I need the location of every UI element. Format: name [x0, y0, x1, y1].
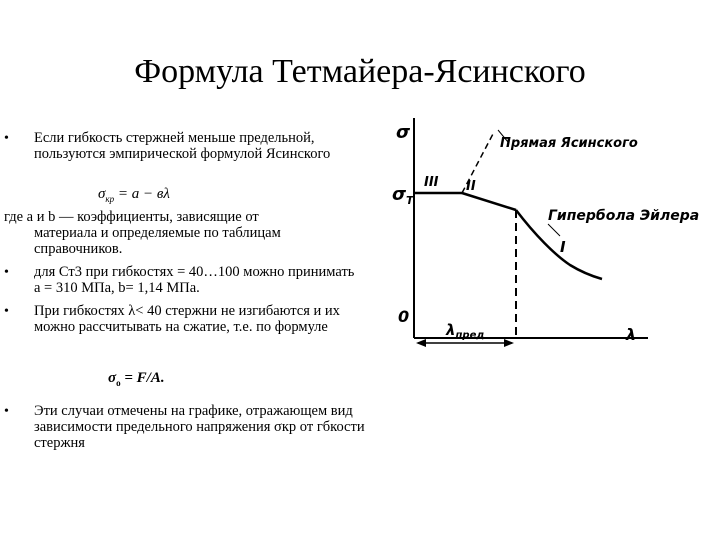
- bullet-4-marker: •: [4, 404, 9, 419]
- label-yasinsky-line: Прямая Ясинского: [500, 136, 638, 151]
- euler-leader: [548, 224, 560, 236]
- label-sigma-t: [392, 184, 415, 207]
- formula-1-lhs: σ: [98, 186, 106, 202]
- label-section-III: III: [424, 175, 439, 190]
- bullet-3-marker: •: [4, 304, 9, 319]
- section-II-line: [462, 193, 516, 210]
- label-euler-hyperbola: Гипербола Эйлера: [548, 208, 700, 224]
- slide-title: Формула Тетмайера-Ясинского: [134, 53, 586, 90]
- formula-1-rhs: = a − вλ: [114, 186, 170, 202]
- label-lambda: λ: [626, 325, 637, 344]
- bullet-3-text: При гибкостях λ< 40 стержни не изгибаются и их можно рассчитывать на сжатие, т.е. по формуле: [34, 303, 340, 335]
- coefficients-line: где a и b — коэффициенты, зависящие от: [4, 209, 259, 225]
- formula-2-lhs: σ: [108, 370, 117, 386]
- label-section-I: I: [560, 238, 566, 256]
- label-zero: 0: [398, 307, 410, 326]
- label-lambda-pred-main: λ: [446, 321, 456, 339]
- dimension-arrow-left: [416, 339, 426, 347]
- formula-2-rhs: = F/A.: [120, 370, 165, 386]
- label-lambda-pred-sub: пред: [455, 330, 485, 341]
- bullet-4-text: Эти случаи отмечены на графике, отражающем вид зависимости предельного напряжения σкр от гбкости стержня: [34, 403, 365, 451]
- bullet-2-text: для Ст3 при гибкостях = 40…100 можно принимать a = 310 МПа, b= 1,14 МПа.: [34, 264, 355, 296]
- bullet-1-marker: •: [4, 131, 9, 146]
- label-sigma-t-sub: Т: [406, 194, 414, 207]
- label-lambda-pred: [445, 321, 484, 341]
- dimension-arrow-right: [504, 339, 514, 347]
- bullet-2-marker: •: [4, 265, 9, 280]
- formula-1-sub: кр: [105, 194, 115, 204]
- label-sigma: σ: [396, 122, 411, 143]
- label-section-II: II: [466, 179, 476, 194]
- bullet-1-text: Если гибкость стержней меньше предельной, пользуются эмпирической формулой Ясинского: [34, 130, 331, 162]
- label-sigma-t-main: σ: [392, 184, 407, 205]
- formula-2-sub: о: [116, 378, 121, 388]
- coefficients-cont: материала и определяемые по таблицам справочников.: [34, 225, 281, 257]
